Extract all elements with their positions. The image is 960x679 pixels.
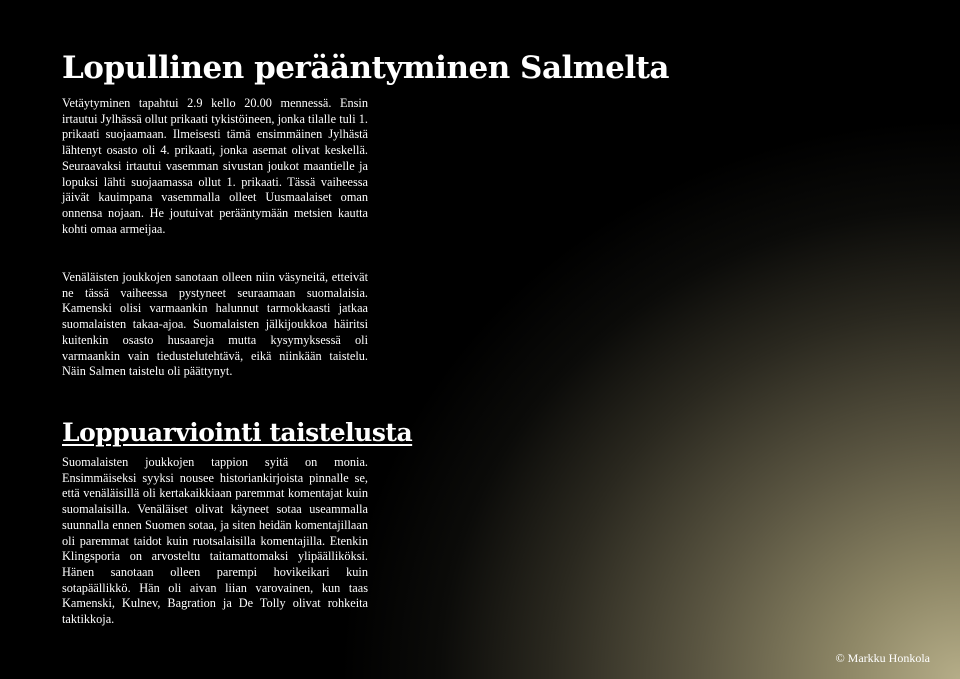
section-title-retreat: Lopullinen perääntyminen Salmelta <box>62 50 670 86</box>
retreat-paragraph-1: Vetäytyminen tapahtui 2.9 kello 20.00 mennessä. Ensin irtautui Jylhässä ollut prikaati tykistöineen, jonka tilalle tuli 1. prikaati suojaamaan. Ilmeisesti tämä ensimmäinen Jylhästä lähtenyt osasto oli 4. prikaati, jonka asemat olivat keskellä. Seuraavaksi irtautui vasemman sivustan joukot maantielle ja lopuksi lähti suojaamassa ollut 1. prikaati. Tässä vaiheessa jäivät kauimpana vasemmalla olleet Uusmaalaiset oman onnensa nojaan. He joutuivat perääntymään metsien kautta kohti omaa armeijaa. <box>62 96 368 236</box>
evaluation-paragraph: Suomalaisten joukkojen tappion syitä on monia. Ensimmäiseksi syyksi nousee historiankirjoista pinnalle se, että venäläisillä oli kertakaikkiaan paremmat komentajat kuin suomalaisilla. Venäläiset olivat käyneet sotaa useammalla suunnalla ennen Suomen sotaa, ja siten heidän komentajillaan oli paremmat taidot kuin ruotsalaisilla komentajilla. Etenkin Klingsporia on arvosteltu taitamattomaksi ylipäälliköksi. Hänen sanotaan olleen parempi hovikeikari kuin sotapäällikkö. Hän oli aivan liian varovainen, kun taas Kamenski, Kulnev, Bagration ja De Tolly olivat rohkeita taktikkoja. <box>62 455 368 627</box>
retreat-paragraph-2: Venäläisten joukkojen sanotaan olleen niin väsyneitä, etteivät ne tässä vaiheessa pystyneet seuraamaan suomalaisia. Kamenski olisi varmaankin halunnut tarmokkaasti jatkaa suomalaisten takaa-ajoa. Suomalaisten jälkijoukkoa häiritsi kuitenkin osasto husaareja mutta kysymyksessä oli varmaankin vain tiedustelutehtävä, eikä niinkään taistelu. Näin Salmen taistelu oli päättynyt. <box>62 270 368 379</box>
section-title-evaluation: Loppuarviointi taistelusta <box>62 418 413 447</box>
copyright-footer: © Markku Honkola <box>835 651 930 665</box>
